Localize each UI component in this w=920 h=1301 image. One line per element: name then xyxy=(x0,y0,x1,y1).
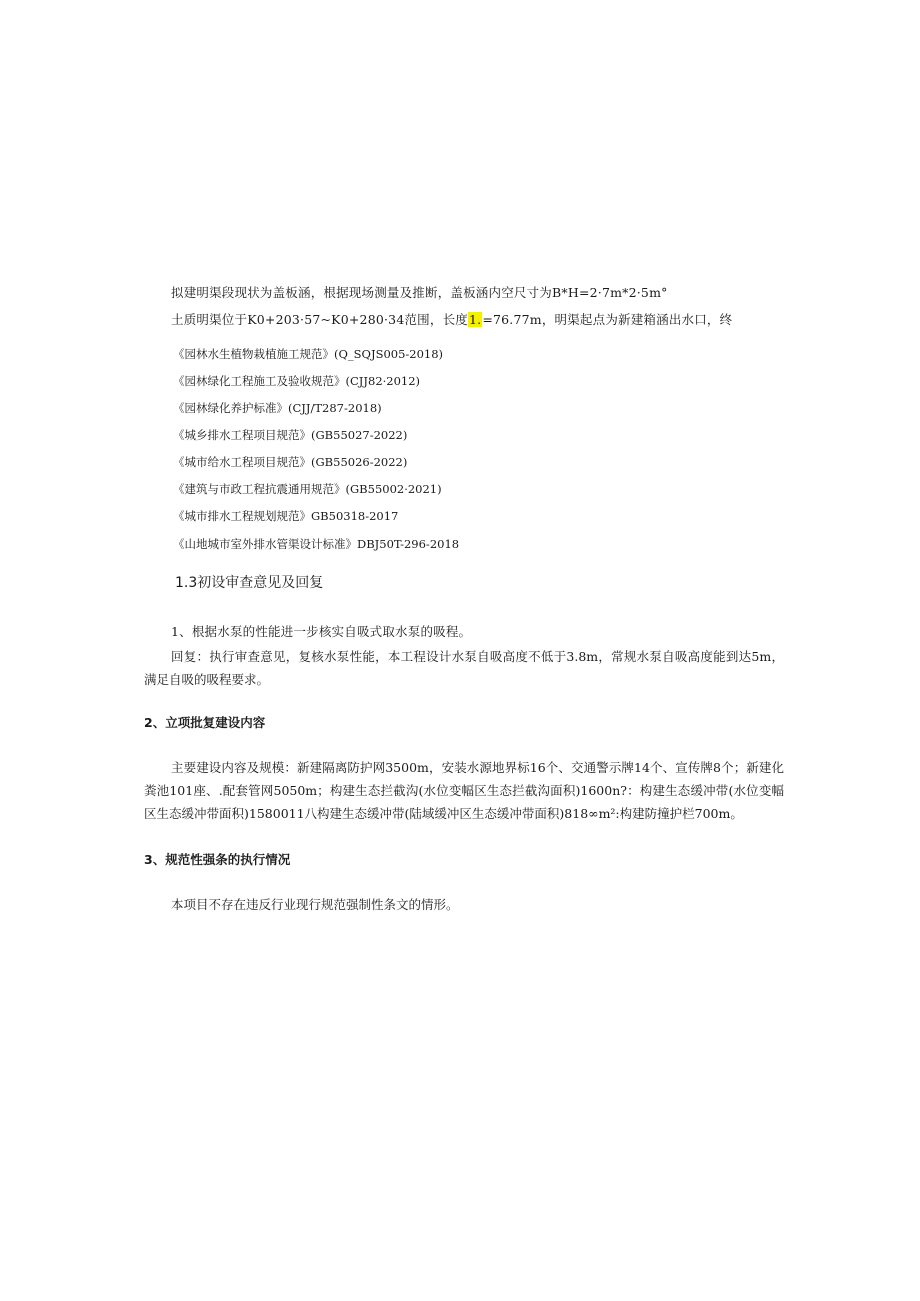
reference-item: 《园林绿化养护标准》(CJJ/T287-2018) xyxy=(173,401,382,415)
intro-line-2-text-end: =76.77m，明渠起点为新建箱涵出水口，终 xyxy=(482,312,733,327)
section-heading-1-3: 1.3初设审查意见及回复 xyxy=(175,575,324,591)
reference-item: 《城市给水工程项目规范》(GB55026-2022) xyxy=(173,455,408,469)
intro-line-2 xyxy=(171,310,732,328)
section-heading-2: 2、立项批复建设内容 xyxy=(144,715,266,730)
compliance-statement: 本项目不存在违反行业现行规范强制性条文的情形。 xyxy=(171,897,459,912)
reference-item: 《园林绿化工程施工及验收规范》(CJJ82·2012) xyxy=(173,374,421,388)
highlighted-text: 1. xyxy=(468,312,482,327)
intro-line-1: 拟建明渠段现状为盖板涵，根据现场测量及推断，盖板涵内空尺寸为B*H=2·7m*2·5m° xyxy=(171,285,668,300)
reference-item: 《城市排水工程规划规范》GB50318-2017 xyxy=(173,509,399,523)
reference-item: 《城乡排水工程项目规范》(GB55027-2022) xyxy=(173,428,408,442)
reference-item: 《建筑与市政工程抗震通用规范》(GB55002·2021) xyxy=(173,482,442,496)
reference-item: 《园林水生植物栽植施工规范》(Q_SQJS005-2018) xyxy=(173,347,444,361)
review-reply: 回复：执行审查意见，复核水泵性能，本工程设计水泵自吸高度不低于3.8m，常规水泵自吸高度能到达5m，满足自吸的吸程要求。 xyxy=(144,649,784,687)
intro-line-2-text: 土质明渠位于K0+203·57~K0+280·34范围，长度 xyxy=(171,312,468,327)
construction-content: 主要建设内容及规模：新建隔离防护网3500m，安装水源地界标16个、交通警示牌14个、宣传牌8个；新建化粪池101座、.配套管网5050m；构建生态拦截沟(水位变幅区生态拦截沟面积)1600n?：构建生态缓冲带(水位变幅区生态缓冲带面积)1580011八构建生态缓冲带(陆域缓冲区生态缓冲带面积)818∞m²:构建防撞护栏700m。 xyxy=(144,760,784,821)
reference-item: 《山地城市室外排水管渠设计标准》DBJ50T-296-2018 xyxy=(173,537,460,551)
section-heading-3: 3、规范性强条的执行情况 xyxy=(144,852,291,867)
review-item: 1、根据水泵的性能进一步核实自吸式取水泵的吸程。 xyxy=(171,624,472,639)
